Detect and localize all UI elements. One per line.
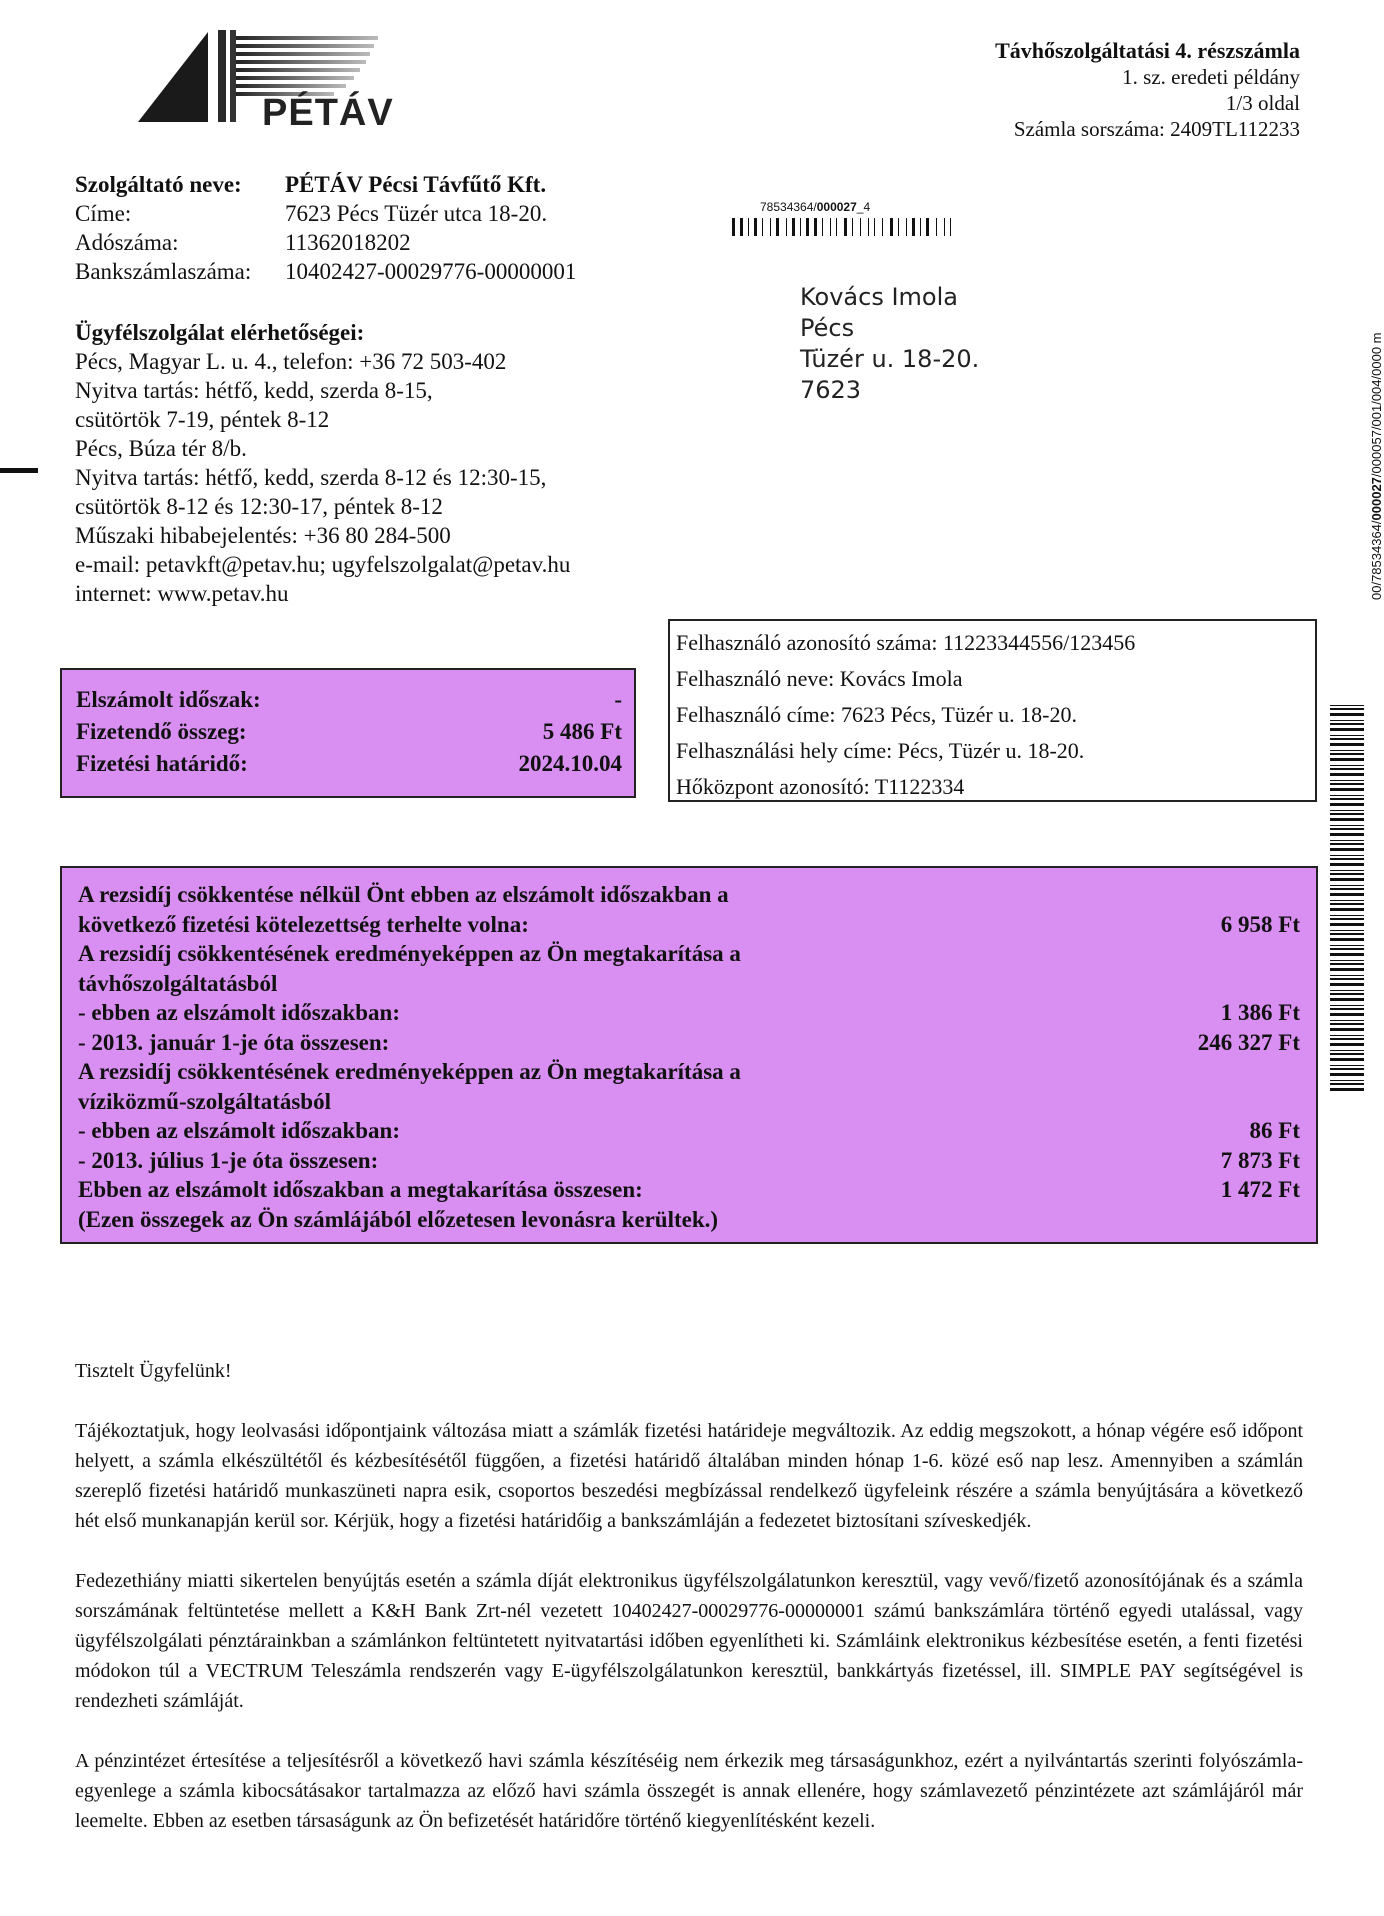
- savings-row: - 2013. január 1-je óta összesen: 246 327 Ft: [78, 1029, 1300, 1055]
- barcode-number: 78534364/000027_4: [760, 200, 871, 214]
- provider-row: Címe: 7623 Pécs Tüzér utca 18-20.: [75, 201, 548, 226]
- logo-text: PÉTÁV: [262, 92, 394, 134]
- user-line: Felhasználó azonosító száma: 11223344556/123456: [676, 630, 1136, 655]
- letter-paragraph: Fedezethiány miatti sikertelen benyújtás esetén a számla díját elektronikus ügyfélszolgálatunkon keresztül, vagy vevő/fizető azonosítójának és a számla sorszámának feltüntetése mellett a K&H Bank Zrt-nél vezetett 10402427-00029776-00000001 számú bankszámlára történő egyedi utalással, vagy ügyfélszolgálati pénztárainkban a számlánkon feltüntetett nyitvatartási időben egyenlítheti ki. Számláink elektronikus kézbesítése esetén, a fenti fizetési módokon túl a VECTRUM Teleszámla rendszerén vagy E-ügyfélszolgálatunkon keresztül, bankkártyás fizetéssel, ill. SIMPLE PAY segítségével is rendezheti számláját.: [75, 1570, 1303, 1712]
- savings-row: - 2013. július 1-je óta összesen: 7 873 Ft: [78, 1147, 1300, 1173]
- savings-row: következő fizetési kötelezettség terhelte volna: 6 958 Ft: [78, 911, 1300, 937]
- user-line: Felhasználó neve: Kovács Imola: [676, 666, 963, 691]
- letter-paragraph: Tájékoztatjuk, hogy leolvasási időpontjaink változása miatt a számlák fizetési határideje megváltozik. Az eddig megszokott, a hónap végére eső időpont helyett, a számla elkészültétől és kézbesítésétől függően, a fizetési határidő általában minden hónap 1-6. közé eső nap lesz. Amennyiben a számlán szereplő fizetési határidő munkaszüneti napra esik, csoportos beszedési megbízással rendelkező ügyfeleink részére a számla benyújtására a következő hét első munkanapján kerül sor. Kérjük, hogy a fizetési határidőig a bankszámláján a fedezetet biztosítani szíveskedjék.: [75, 1420, 1303, 1532]
- service-heading: Ügyfélszolgálat elérhetőségei:: [75, 320, 365, 345]
- fold-mark: [0, 468, 38, 473]
- service-line: csütörtök 8-12 és 12:30-17, péntek 8-12: [75, 494, 443, 519]
- barcode-icon: [732, 218, 1062, 242]
- recipient-name: Kovács Imola: [800, 283, 958, 311]
- service-line: Nyitva tartás: hétfő, kedd, szerda 8-12 és 12:30-15,: [75, 465, 547, 490]
- savings-box: [60, 866, 1318, 1244]
- savings-row: távhőszolgáltatásból: [78, 970, 278, 996]
- service-line: csütörtök 7-19, péntek 8-12: [75, 407, 330, 432]
- vertical-barcode-icon: [1330, 705, 1364, 1095]
- customer-letter: [75, 1356, 1303, 1866]
- user-line: Felhasználó címe: 7623 Pécs, Tüzér u. 18-20.: [676, 702, 1077, 727]
- service-line: e-mail: petavkft@petav.hu; ugyfelszolgalat@petav.hu: [75, 552, 571, 577]
- page-indicator: 1/3 oldal: [1225, 91, 1300, 115]
- user-line: Felhasználási hely címe: Pécs, Tüzér u. 18-20.: [676, 738, 1085, 763]
- summary-row: Fizetendő összeg: 5 486 Ft: [76, 719, 622, 744]
- savings-row: víziközmű-szolgáltatásból: [78, 1088, 331, 1114]
- provider-row: Szolgáltató neve: PÉTÁV Pécsi Távfűtő Kft.: [75, 172, 547, 197]
- invoice-title: Távhőszolgáltatási 4. részszámla: [995, 38, 1300, 63]
- letter-paragraph: A pénzintézet értesítése a teljesítésről a következő havi számla készítéséig nem érkezik meg társaságunkhoz, ezért a nyilvántartás szerinti folyószámla-egyenlege a számla kibocsátásakor tartalmazza az előző havi számla összegét is annak ellenére, hogy számlavezető pénzintézete azt számlájáról már leemelte. Ebben az esetben társaságunk az Ön befizetését határidőre történő kiegyenlítésként kezeli.: [75, 1750, 1303, 1832]
- recipient-zip: 7623: [800, 376, 862, 404]
- provider-row: Adószáma: 11362018202: [75, 230, 411, 255]
- summary-row: Fizetési határidő: 2024.10.04: [76, 751, 622, 776]
- copy-label: 1. sz. eredeti példány: [1122, 65, 1300, 89]
- service-line: Pécs, Búza tér 8/b.: [75, 436, 247, 461]
- user-info-box: [668, 619, 1317, 802]
- service-line: Pécs, Magyar L. u. 4., telefon: +36 72 503-402: [75, 349, 507, 374]
- service-line: Nyitva tartás: hétfő, kedd, szerda 8-15,: [75, 378, 433, 403]
- savings-row: - ebben az elszámolt időszakban: 86 Ft: [78, 1118, 1300, 1143]
- service-line: internet: www.petav.hu: [75, 581, 289, 606]
- invoice-header: [995, 38, 1300, 142]
- savings-row: (Ezen összegek az Ön számlájából előzetesen levonásra kerültek.): [78, 1206, 719, 1232]
- service-line: Műszaki hibabejelentés: +36 80 284-500: [75, 523, 451, 548]
- invoice-number: Számla sorszáma: 2409TL112233: [1013, 117, 1300, 141]
- vertical-code: 00/78534364/000027/000057/001/004/0000 m: [1369, 332, 1384, 600]
- provider-row: Bankszámlaszáma: 10402427-00029776-00000001: [75, 259, 577, 284]
- provider-info: [75, 170, 576, 286]
- recipient-address: [800, 282, 979, 406]
- letter-greeting: Tisztelt Ügyfelünk!: [75, 1360, 232, 1382]
- payment-summary: [60, 668, 636, 798]
- savings-row: - ebben az elszámolt időszakban: 1 386 Ft: [78, 1000, 1300, 1025]
- summary-row: Elszámolt időszak: -: [76, 687, 622, 712]
- user-line: Hőközpont azonosító: T1122334: [676, 774, 965, 799]
- recipient-street: Tüzér u. 18-20.: [800, 345, 980, 373]
- savings-row: Ebben az elszámolt időszakban a megtakarítása összesen: 1 472 Ft: [78, 1177, 1300, 1202]
- savings-row: A rezsidíj csökkentésének eredményeképpen az Ön megtakarítása a: [78, 1059, 741, 1084]
- savings-row: A rezsidíj csökkentésének eredményeképpen az Ön megtakarítása a: [78, 941, 741, 966]
- customer-service-info: [75, 318, 655, 608]
- savings-row: A rezsidíj csökkentése nélkül Önt ebben az elszámolt időszakban a: [78, 882, 729, 907]
- recipient-city: Pécs: [800, 314, 855, 342]
